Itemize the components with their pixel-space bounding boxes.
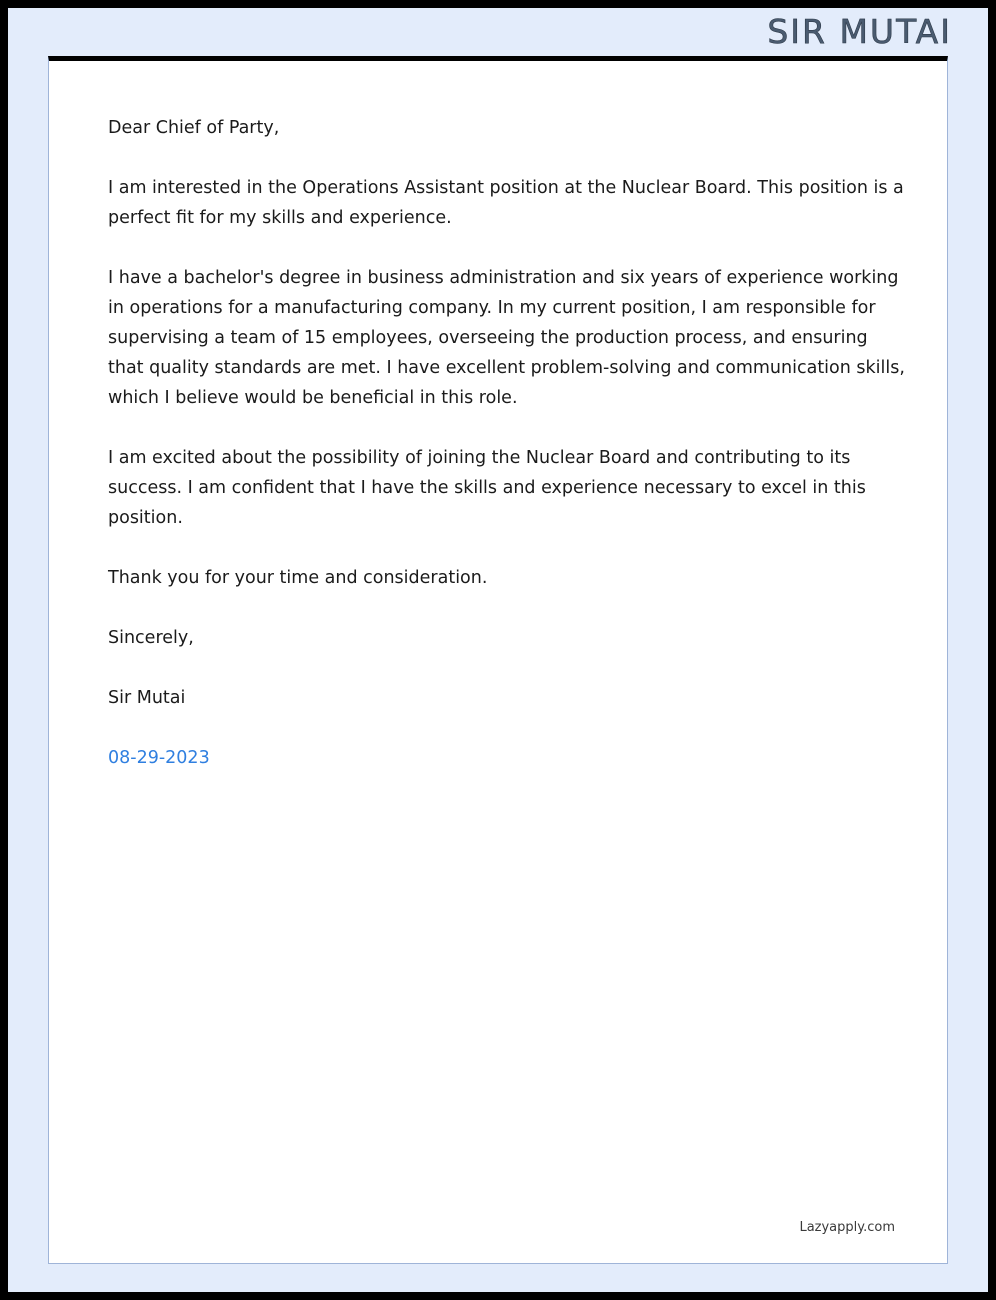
letter-paragraph-4: Thank you for your time and consideration. (108, 568, 488, 588)
letter-date: 08-29-2023 (108, 748, 210, 768)
header-applicant-name: SIR MUTAI (767, 11, 952, 51)
letter-paragraph-3: I am excited about the possibility of joining the Nuclear Board and contributing to its success. I am confident that I have the skills and experience necessary to excel in this position. (108, 448, 866, 528)
letter-closing: Sincerely, (108, 628, 194, 648)
cover-letter-body (48, 56, 948, 1264)
letter-paragraph-2: I have a bachelor's degree in business administration and six years of experience working in operations for a manufacturing company. In my current position, I am responsible for supervising a team of 15 employees, overseeing the production process, and ensuring that quality standards are met. I have excellent problem-solving and communication skills, which I believe would be beneficial in this role. (108, 268, 905, 408)
letter-paragraph-1: I am interested in the Operations Assistant position at the Nuclear Board. This position is a perfect fit for my skills and experience. (108, 178, 904, 228)
footer-brand: Lazyapply.com (799, 1220, 895, 1235)
letter-signature: Sir Mutai (108, 688, 186, 708)
letter-text-block (108, 113, 908, 773)
letter-salutation: Dear Chief of Party, (108, 118, 280, 138)
document-header (8, 8, 988, 54)
